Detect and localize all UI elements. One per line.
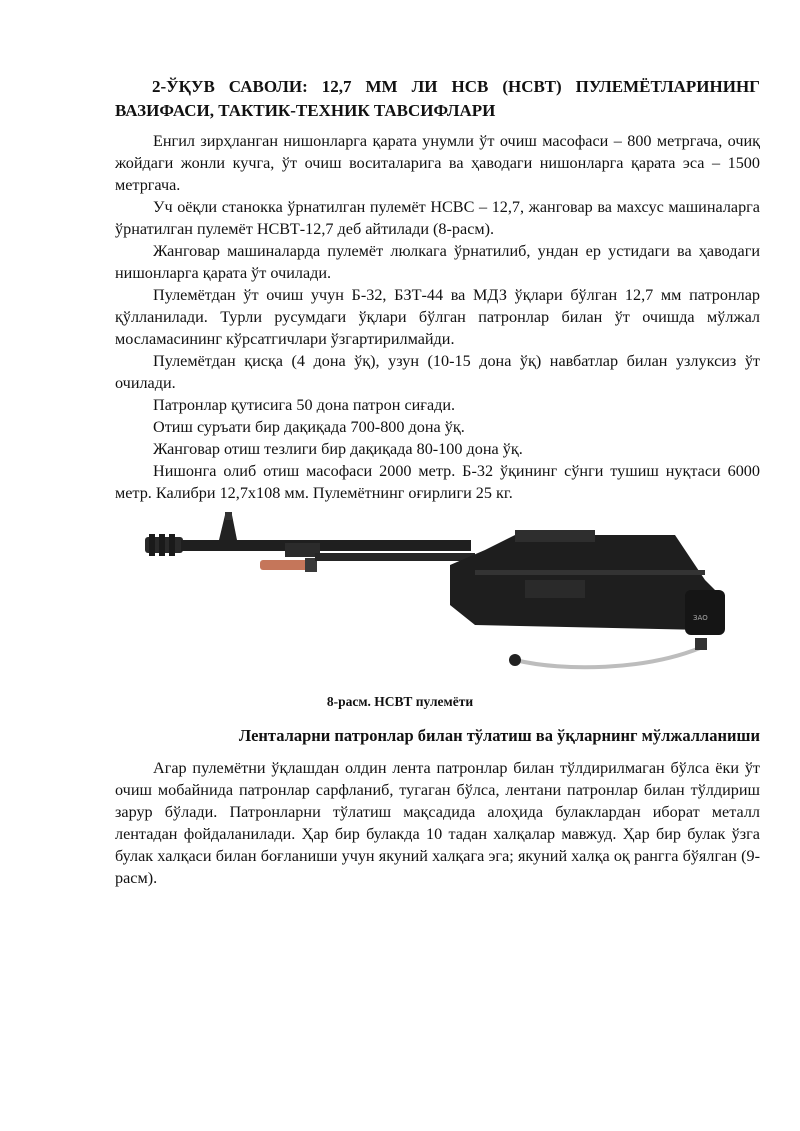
paragraph: Енгил зирҳланган нишонларга қарата унумли ўт очиш масофаси – 800 метргача, очиқ жойдаги жонли кучга, ўт очиш воситаларига ва ҳаводаги нишонларга қарата эса – 1500 метргача.	[115, 132, 760, 194]
machine-gun-illustration	[145, 510, 745, 680]
paragraph: Жанговар машиналарда пулемёт люлкага ўрнатилиб, ундан ер устидаги ва ҳаводаги нишонларга қарата ўт очилади.	[115, 242, 760, 282]
svg-text:ЗАО: ЗАО	[693, 614, 708, 622]
paragraph: Нишонга олиб отиш масофаси 2000 метр. Б-32 ўқининг сўнги тушиш нуқтаси 6000 метр. Калибри 12,7х108 мм. Пулемётнинг оғирлиги 25 кг.	[115, 462, 760, 502]
paragraph: Пулемётдан ўт очиш учун Б-32, БЗТ-44 ва МДЗ ўқлари бўлган 12,7 мм патронлар қўлланилади. Турли русумдаги ўқлари бўлган патронлар билан ўт очишда мўлжал мосламасининг кўрсатгичлари ўзгартирилмайди.	[115, 286, 760, 348]
paragraph: Отиш суръати бир дақиқада 700-800 дона ўқ.	[153, 418, 465, 436]
paragraph: Агар пулемётни ўқлашдан олдин лента патронлар билан тўлдирилмаган бўлса ёки ўт очиш мобайнида патронлар сарфланиб, тугаган бўлса, лентани патронлар билан тўлдириш зарур бўлади. Патронларни тўлатиш мақсадида алоҳида булаклардан иборат металл лентадан фойдаланилади. Ҳар бир булакда 10 тадан халқалар мавжуд. Ҳар бир булак ўзга булак халқаси билан боғланиши учун якуний халқага эга; якуний халқа оқ рангга бўялган (9-расм).	[115, 759, 760, 887]
subheading: Ленталарни патронлар билан тўлатиш ва ўқларнинг мўлжалланиши	[238, 726, 760, 745]
section-heading: 2-ЎҚУВ САВОЛИ: 12,7 ММ ЛИ НСВ (НСВТ) ПУЛЕМЁТЛАРИНИНГ ВАЗИФАСИ, ТАКТИК-ТЕХНИК ТАВСИФЛАРИ	[115, 77, 760, 120]
paragraph: Жанговар отиш тезлиги бир дақиқада 80-100 дона ўқ.	[153, 440, 523, 458]
paragraph: Патронлар қутисига 50 дона патрон сиғади.	[153, 396, 456, 414]
body-text-top	[115, 130, 760, 504]
body-text-bottom	[115, 757, 760, 889]
figure-caption: 8-расм. НСВТ пулемёти	[326, 694, 474, 709]
paragraph: Пулемётдан қисқа (4 дона ўқ), узун (10-15 дона ўқ) навбатлар билан узлуксиз ўт очилади.	[115, 352, 760, 392]
paragraph: Уч оёқли станокка ўрнатилган пулемёт НСВС – 12,7, жанговар ва махсус машиналарга ўрнатилган пулемёт НСВТ-12,7 деб айтилади (8-расм).	[115, 198, 760, 238]
